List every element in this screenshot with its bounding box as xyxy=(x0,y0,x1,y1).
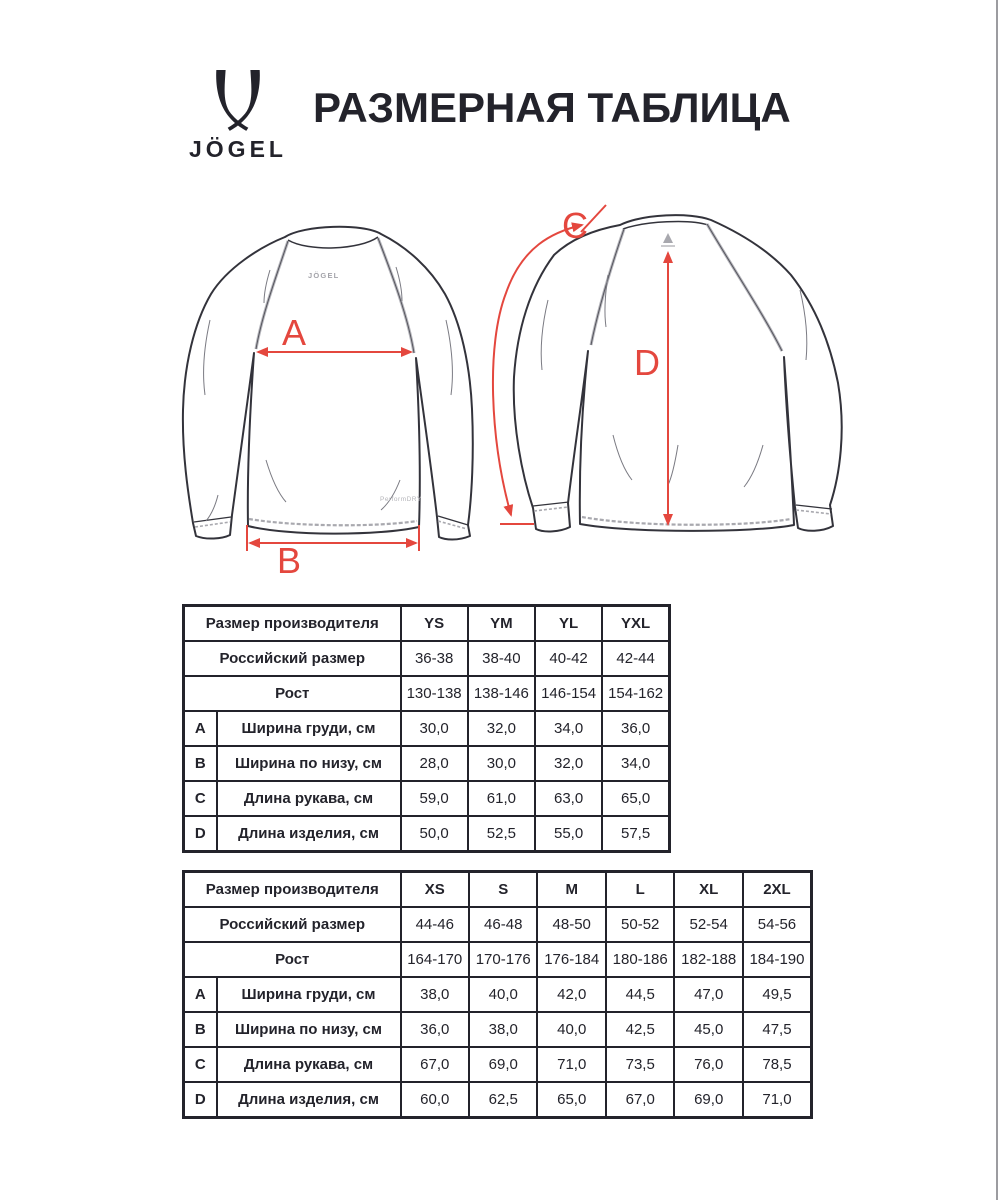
header-label-cell: Размер производителя xyxy=(184,872,401,908)
size-value-cell: 184-190 xyxy=(743,942,812,977)
size-value-cell: 69,0 xyxy=(469,1047,537,1082)
header-label-cell: Рост xyxy=(184,942,401,977)
header-label-cell: Размер производителя xyxy=(184,606,401,642)
measure-label-cell: Ширина по низу, см xyxy=(217,1012,401,1047)
measure-letter-b: B xyxy=(277,540,302,580)
size-value-cell: 69,0 xyxy=(674,1082,742,1118)
measure-label-cell: Длина изделия, см xyxy=(217,816,401,852)
size-value-cell: 62,5 xyxy=(469,1082,537,1118)
size-value-cell: 65,0 xyxy=(602,781,669,816)
measure-letter-cell: B xyxy=(184,746,217,781)
size-value-cell: YXL xyxy=(602,606,669,642)
table-measure-row xyxy=(184,781,670,816)
size-value-cell: 2XL xyxy=(743,872,812,908)
size-value-cell: YS xyxy=(401,606,468,642)
size-value-cell: 47,5 xyxy=(743,1012,812,1047)
size-value-cell: 44-46 xyxy=(401,907,469,942)
size-value-cell: YL xyxy=(535,606,602,642)
size-value-cell: 36-38 xyxy=(401,641,468,676)
header-label-cell: Российский размер xyxy=(184,641,401,676)
size-value-cell: M xyxy=(537,872,605,908)
measure-label-cell: Ширина по низу, см xyxy=(217,746,401,781)
back-garment-outline xyxy=(514,215,842,531)
size-table xyxy=(182,870,813,1119)
size-value-cell: 170-176 xyxy=(469,942,537,977)
header-label-cell: Российский размер xyxy=(184,907,401,942)
size-value-cell: 38,0 xyxy=(401,977,469,1012)
table-measure-row xyxy=(184,816,670,852)
measure-label-cell: Длина рукава, см xyxy=(217,781,401,816)
size-value-cell: 44,5 xyxy=(606,977,674,1012)
size-value-cell: 30,0 xyxy=(468,746,535,781)
size-value-cell: XL xyxy=(674,872,742,908)
size-value-cell: L xyxy=(606,872,674,908)
size-value-cell: 40,0 xyxy=(537,1012,605,1047)
size-value-cell: 54-56 xyxy=(743,907,812,942)
measure-letter-cell: D xyxy=(184,1082,217,1118)
size-table-youth xyxy=(182,604,671,853)
table-measure-row xyxy=(184,746,670,781)
table-measure-row xyxy=(184,711,670,746)
size-value-cell: 52,5 xyxy=(468,816,535,852)
size-value-cell: 47,0 xyxy=(674,977,742,1012)
measure-letter-cell: C xyxy=(184,1047,217,1082)
size-value-cell: 42,5 xyxy=(606,1012,674,1047)
size-value-cell: 40-42 xyxy=(535,641,602,676)
size-value-cell: 45,0 xyxy=(674,1012,742,1047)
size-value-cell: 71,0 xyxy=(743,1082,812,1118)
measure-letter-d: D xyxy=(634,342,660,383)
size-value-cell: 34,0 xyxy=(535,711,602,746)
size-value-cell: 57,5 xyxy=(602,816,669,852)
size-value-cell: 180-186 xyxy=(606,942,674,977)
size-value-cell: 38,0 xyxy=(469,1012,537,1047)
size-value-cell: 52-54 xyxy=(674,907,742,942)
page-title: РАЗМЕРНАЯ ТАБЛИЦА xyxy=(313,84,791,131)
measure-letter-cell: C xyxy=(184,781,217,816)
brand-wordmark: JÖGEL xyxy=(189,136,287,162)
size-value-cell: 63,0 xyxy=(535,781,602,816)
back-view-illustration xyxy=(478,185,868,550)
size-value-cell: 164-170 xyxy=(401,942,469,977)
table-header-row xyxy=(184,907,812,942)
measure-letter-cell: A xyxy=(184,977,217,1012)
size-value-cell: 182-188 xyxy=(674,942,742,977)
jogel-logo-icon xyxy=(214,70,262,134)
table-header-row xyxy=(184,872,812,908)
size-table xyxy=(182,604,671,853)
measure-label-cell: Длина рукава, см xyxy=(217,1047,401,1082)
front-view-illustration xyxy=(148,195,518,580)
table-measure-row xyxy=(184,977,812,1012)
measure-letter-cell: A xyxy=(184,711,217,746)
size-value-cell: 78,5 xyxy=(743,1047,812,1082)
size-value-cell: 36,0 xyxy=(401,1012,469,1047)
size-value-cell: 49,5 xyxy=(743,977,812,1012)
measure-label-cell: Ширина груди, см xyxy=(217,977,401,1012)
measure-label-cell: Длина изделия, см xyxy=(217,1082,401,1118)
size-value-cell: XS xyxy=(401,872,469,908)
size-value-cell: 40,0 xyxy=(469,977,537,1012)
size-value-cell: 34,0 xyxy=(602,746,669,781)
table-measure-row xyxy=(184,1082,812,1118)
table-measure-row xyxy=(184,1012,812,1047)
header-label-cell: Рост xyxy=(184,676,401,711)
measure-letter-c: C xyxy=(562,205,588,246)
table-header-row xyxy=(184,641,670,676)
size-value-cell: 130-138 xyxy=(401,676,468,711)
size-value-cell: 146-154 xyxy=(535,676,602,711)
size-value-cell: YM xyxy=(468,606,535,642)
size-value-cell: 65,0 xyxy=(537,1082,605,1118)
size-value-cell: 55,0 xyxy=(535,816,602,852)
size-value-cell: 30,0 xyxy=(401,711,468,746)
size-value-cell: 138-146 xyxy=(468,676,535,711)
size-value-cell: 38-40 xyxy=(468,641,535,676)
size-value-cell: 46-48 xyxy=(469,907,537,942)
size-value-cell: 59,0 xyxy=(401,781,468,816)
garment-performdry-text: PerformDRY xyxy=(380,496,422,503)
table-header-row xyxy=(184,606,670,642)
table-header-row xyxy=(184,942,812,977)
size-value-cell: 71,0 xyxy=(537,1047,605,1082)
size-value-cell: 67,0 xyxy=(606,1082,674,1118)
size-value-cell: 60,0 xyxy=(401,1082,469,1118)
table-header-row xyxy=(184,676,670,711)
size-table-adult xyxy=(182,870,813,1119)
size-value-cell: 48-50 xyxy=(537,907,605,942)
size-value-cell: 32,0 xyxy=(535,746,602,781)
size-value-cell: S xyxy=(469,872,537,908)
measure-letter-cell: D xyxy=(184,816,217,852)
size-value-cell: 67,0 xyxy=(401,1047,469,1082)
size-value-cell: 32,0 xyxy=(468,711,535,746)
size-value-cell: 36,0 xyxy=(602,711,669,746)
table-measure-row xyxy=(184,1047,812,1082)
size-value-cell: 28,0 xyxy=(401,746,468,781)
size-value-cell: 176-184 xyxy=(537,942,605,977)
size-value-cell: 73,5 xyxy=(606,1047,674,1082)
size-value-cell: 76,0 xyxy=(674,1047,742,1082)
garment-chest-logo: JÖGEL xyxy=(308,271,340,280)
size-value-cell: 61,0 xyxy=(468,781,535,816)
size-value-cell: 42,0 xyxy=(537,977,605,1012)
measure-label-cell: Ширина груди, см xyxy=(217,711,401,746)
measure-letter-a: A xyxy=(282,312,307,353)
measure-letter-cell: B xyxy=(184,1012,217,1047)
size-value-cell: 50,0 xyxy=(401,816,468,852)
size-value-cell: 50-52 xyxy=(606,907,674,942)
size-value-cell: 42-44 xyxy=(602,641,669,676)
size-value-cell: 154-162 xyxy=(602,676,669,711)
